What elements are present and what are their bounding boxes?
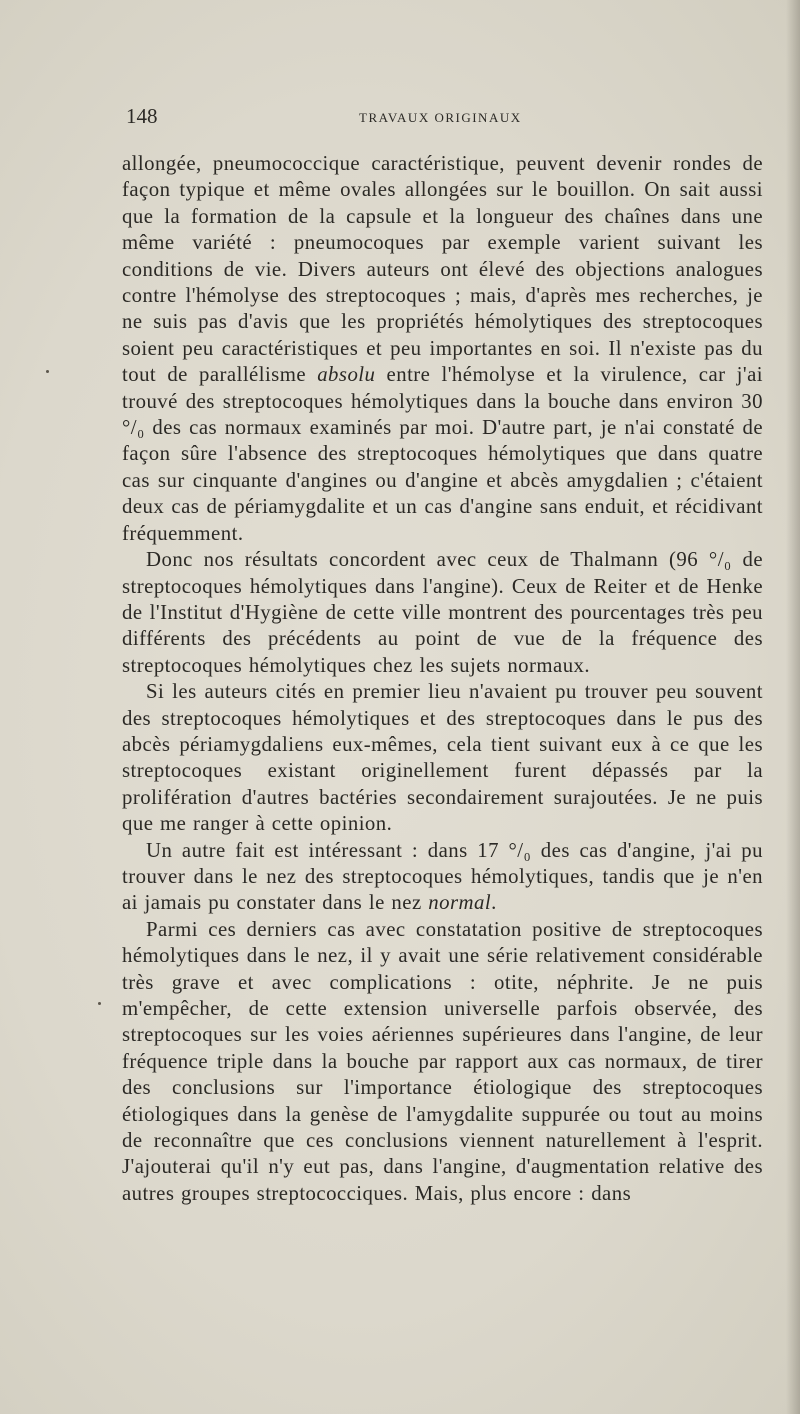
article-body (122, 151, 763, 1207)
paragraph-1-text-b: entre l'hémolyse et la virulence, car j'ai trouvé des streptocoques hémolytiques dans la bouche dans environ 30 °/₀ des cas normaux examinés par moi. D'autre part, je n'ai constaté de façon sûre l'absence des streptocoques hémolytiques que dans quatre cas sur cinquante d'angines ou d'angine et abcès amygdalien ; c'étaient deux cas de périamygdalite et un cas d'angine sans enduit, et récidivant fréquemment. (122, 363, 763, 545)
paragraph-4-text-b: . (491, 891, 497, 915)
paragraph-4 (122, 838, 763, 917)
scan-speck (98, 1002, 101, 1005)
page-header (122, 104, 762, 134)
paragraph-1 (122, 151, 763, 547)
paragraph-3: Si les auteurs cités en premier lieu n'avaient pu trouver peu souvent des streptocoques hémolytiques et des streptocoques dans le pus des abcès périamygdaliens eux-mêmes, cela tient suivant eux à ce que les streptocoques existant originellement furent dépassés par la prolifération d'autres bactéries secondairement surajoutées. Je ne puis que me ranger à cette opinion. (122, 680, 763, 836)
page-edge-shadow (786, 0, 800, 1414)
paragraph-1-text-a: allongée, pneumococcique caractéristique, peuvent devenir rondes de façon typique et même ovales allongées sur le bouillon. On sait aussi que la formation de la capsule et la longueur des chaînes dans une même variété : pneumocoques par exemple varient suivant les conditions de vie. Divers auteurs ont élevé des objections analogues contre l'hémolyse des streptocoques ; mais, d'après mes recherches, je ne suis pas d'avis que les propriétés hémolytiques des streptocoques soient peu caractéristiques et peu importantes en soi. Il n'existe pas du tout de parallélisme (122, 152, 763, 387)
paragraph-2: Donc nos résultats concordent avec ceux de Thalmann (96 °/₀ de streptocoques hémolytiques dans l'angine). Ceux de Reiter et de Henke de l'Institut d'Hygiène de cette ville montrent des pourcentages très peu différents des précédents au point de vue de la fréquence des streptocoques hémolytiques chez les sujets normaux. (122, 548, 763, 677)
running-head: TRAVAUX ORIGINAUX (359, 110, 522, 125)
paragraph-4-emphasis: normal (428, 891, 492, 915)
page-number: 148 (126, 104, 158, 128)
scan-speck (46, 370, 49, 373)
paragraph-5: Parmi ces derniers cas avec constatation positive de streptocoques hémolytiques dans le nez, il y avait une série relativement considérable très grave et avec complications : otite, néphrite. Je ne puis m'empêcher, de cette extension universelle parfois observée, des streptocoques sur les voies aériennes supérieures dans l'angine, de leur fréquence triple dans la bouche par rapport aux cas normaux, de tirer des conclusions sur l'importance étiologique des streptocoques étiologiques dans la genèse de l'amygdalite suppurée ou tout au moins de reconnaître que ces conclusions viennent naturellement à l'esprit. J'ajouterai qu'il n'y eut pas, dans l'angine, d'augmentation relative des autres groupes streptococciques. Mais, plus encore : dans (122, 917, 763, 1205)
paragraph-4-text-a: Un autre fait est intéressant : dans 17 °/₀ des cas d'angine, j'ai pu trouver dans le nez des streptocoques hémolytiques, tandis que je n'en ai jamais pu constater dans le nez (122, 838, 763, 915)
paragraph-1-emphasis: absolu (317, 363, 376, 387)
